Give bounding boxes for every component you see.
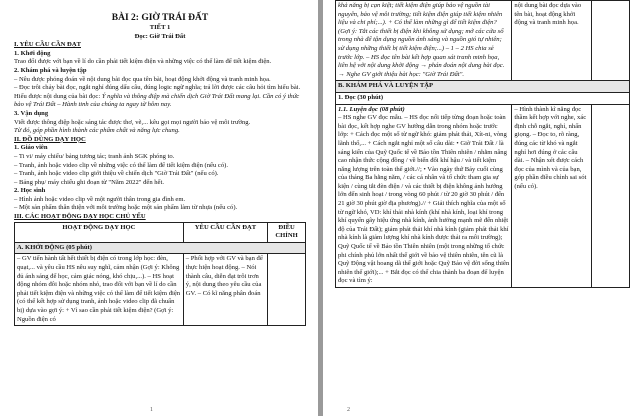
table-cell: nội dung bài đọc dựa vào tên bài, hoạt động khởi động và tranh minh họa. bbox=[512, 1, 591, 81]
table-row bbox=[336, 104, 630, 287]
subsection-van-dung: 3. Vận dụng bbox=[14, 109, 49, 117]
page-number: 2 bbox=[347, 407, 350, 413]
table-subsection-doc: 1. Đọc (30 phút) bbox=[336, 92, 630, 104]
list-item: – Tranh, ảnh hoặc video clip giới thiệu về chiến dịch "Giờ Trái Đất" (nếu có). bbox=[14, 170, 219, 178]
table-cell: – Phối hợp với GV và bạn để thực hiện hoạt động. – Nói thành câu, diễn đạt trôi trơn ý, nội dung theo yêu cầu của GV. – Có kĩ năng phân đoán bbox=[183, 254, 267, 326]
table-row bbox=[336, 81, 630, 93]
subsection-khoi-dong: 1. Khởi động bbox=[14, 49, 51, 57]
table-cell bbox=[336, 104, 512, 287]
subsection-kham-pha: 2. Khám phá và luyện tập bbox=[14, 66, 87, 74]
subsection-hoc-sinh: 2. Học sinh bbox=[14, 187, 46, 195]
table-section-a: A. KHỞI ĐỘNG (05 phút) bbox=[15, 242, 306, 254]
table-header: ĐIỀU CHỈNH bbox=[268, 222, 306, 242]
list-item: – Hình ảnh hoặc video clip về một người thân trong gia đình em. bbox=[14, 195, 186, 203]
page-number: 1 bbox=[150, 407, 153, 413]
section-heading-1: I. YÊU CẦU CẦN ĐẠT bbox=[14, 41, 81, 49]
table-cell: – GV tiến hành tất hết thiết bị điện có trong lớp học: đèn, quạt,... và yêu cầu HS nêu suy nghĩ, cảm nhận (Gợi ý: Không đủ ánh sáng để học, cảm giác nóng, khó chịu,...). – HS hoạt động nhóm đôi hoặc nhóm nhỏ, trao đổi với bạn về lí do cần phải tiết kiệm điện và những việc có thể làm để tiết kiệm điện (có thể kết hợp sử dụng tranh, ảnh hoặc video clip đã chuẩn bị) dựa vào gợi ý: + Vì sao cần phải tiết kiệm điện? (Gợi ý: Nguồn điện có bbox=[15, 254, 184, 326]
list-item: – Một sản phẩm thân thiện với môi trường hoặc một sản phẩm làm từ nhựa (nếu có). bbox=[14, 204, 238, 212]
activity-table bbox=[14, 222, 306, 327]
lesson-title: BÀI 2: GIỜ TRÁI ĐẤT bbox=[111, 13, 209, 23]
paragraph-van-dung: Viết được thông điệp hoặc sáng tác được thơ, vẽ,... kêu gọi mọi người bảo vệ môi trường. bbox=[14, 118, 251, 126]
activity-table-continued bbox=[335, 0, 630, 288]
table-cell bbox=[591, 104, 629, 287]
document-page-1 bbox=[0, 0, 318, 416]
section-heading-2: II. ĐỒ DÙNG DẠY HỌC bbox=[14, 135, 86, 143]
list-item: – Tranh, ảnh hoặc video clip về những việc có thể làm để tiết kiệm điện (nếu có). bbox=[14, 161, 228, 169]
table-cell bbox=[591, 1, 629, 81]
table-cell: khả năng bị cạn kiệt; tiết kiệm điện giúp bảo vệ nguồn tài nguyên, bảo vệ môi trường; tiết kiệm điện giúp tiết kiệm nhiên liệu và chi phí;...). + Có thể làm những gì để tiết kiệm điện? (Gợi ý: Tắt các thiết bị điện khi không sử dụng; mở các cửa sổ trong nhà để tận dụng nguồn ánh sáng và nguồn gió tự nhiên; sử dụng những thiết bị tiết kiệm điện;...) – 1 – 2 HS chia sẻ trước lớp. – HS đọc tên bài kết hợp quan sát tranh minh họa, liên hệ với nội dung khởi động → phán đoán nội dung bài đọc. → Nghe GV giới thiệu bài học: "Giờ Trái Đất". bbox=[336, 1, 512, 81]
document-page-2 bbox=[323, 0, 640, 416]
paragraph-van-dung-italic: Từ đó, góp phần hình thành các phẩm chất và năng lực chung. bbox=[14, 127, 180, 135]
subsection-giao-vien: 1. Giáo viên bbox=[14, 144, 48, 152]
paragraph-khoi-dong: Trao đổi được với bạn về lí do cần phải tiết kiệm điện và những việc có thể làm để tiết kiệm điện. bbox=[14, 58, 272, 66]
lesson-period: TIẾT 1 bbox=[149, 24, 171, 31]
table-row bbox=[15, 242, 306, 254]
table-cell: – Hình thành kĩ năng đọc thầm kết hợp với nghe, xác định chỗ ngắt, nghỉ, nhấn giọng. – Đọc to, rõ ràng, đúng các từ khó và ngắt nghỉ hơi đúng ở các câu dài. – Nhận xét được cách đọc của mình và của bạn, góp phần điều chỉnh sai sót (nếu có). bbox=[512, 104, 591, 287]
table-header: HOẠT ĐỘNG DẠY HỌC bbox=[15, 222, 184, 242]
table-subheading: 1.1. Luyện đọc (08 phút) bbox=[338, 105, 405, 113]
table-row bbox=[336, 1, 630, 81]
table-header-row bbox=[15, 222, 306, 242]
section-heading-3: III. CÁC HOẠT ĐỘNG DẠY HỌC CHỦ YẾU bbox=[14, 213, 146, 221]
paragraph-kham-pha-a: – Nêu được phỏng đoán về nội dung bài đọc qua tên bài, hoạt động khởi động và tranh minh họa. bbox=[14, 75, 271, 83]
table-cell bbox=[268, 254, 306, 326]
table-header: YÊU CẦU CẦN ĐẠT bbox=[183, 222, 267, 242]
lesson-subtitle: Đọc: Giờ Trái Đất bbox=[134, 32, 186, 40]
list-item: – Ti vi/ máy chiếu/ bảng tương tác; tranh ảnh SGK phóng to. bbox=[14, 152, 175, 160]
paragraph-kham-pha-b: – Đọc trôi chảy bài đọc, ngắt nghỉ đúng dấu câu, đúng logic ngữ nghĩa; trả lời được các câu hỏi tìm hiểu bài. Hiểu được nội dung của bài đọc: Ý nghĩa và thông điệp mà chiến dịch Giờ Trái Đất mang lại. Cần có ý thức bảo vệ Trái Đất – Hành tinh của chúng ta ngay từ hôm nay. bbox=[14, 84, 301, 109]
table-cell-text: – HS nghe GV đọc mẫu. – HS đọc nối tiếp từng đoạn hoặc toàn bài đọc, kết hợp nghe GV hướng dẫn trong nhóm hoặc trước lớp: + Cách đọc một số từ ngữ khó: giảm phát thải, Xít-ni, vòng lãnh thổ,... + Cách ngắt nghỉ một số câu dài: • Giờ Trái Đất / là sáng kiến của Quỹ Quốc tế về Bảo tồn Thiên nhiên / nhằm nâng cao nhận thức cộng đồng / về biến đổi khí hậu / và tiết kiệm năng lượng trên toàn thế giới.//; • Vào ngày thứ Bảy cuối cùng của tháng Ba hằng năm, / các cá nhân và tổ chức tham gia sự kiện / cùng tắt đèn điện / và các thiết bị điện không ảnh hưởng lớn đến sinh hoạt / trong vòng 60 phút / từ 20 giờ 30 phút / đến 21 giờ 30 phút giờ địa phương).// + Giải thích nghĩa của một số từ ngữ khó, VD: khí thải nhà kính (khí nhà kính, loại khí trong khí quyển gây hiệu ứng nhà kính, ảnh hưởng mạnh mẽ đến nhiệt độ của Trái Đất); giảm phát thải khí nhà kính (giảm phát thải khí nhà kính là giảm lượng khí nhà kính được thải ra môi trường); Quỹ Quốc tế về Bảo tồn Thiên nhiên (một trong những tổ chức phi chính phủ lớn nhất thế giới về bảo vệ thiên nhiên, tên cũ là Quỹ Động vật hoang dã thế giới hoặc Quỹ Bảo vệ đời sống thiên nhiên thế giới);... + Bắt đọc có thể chia thành ba đoạn để luyện đọc và tìm ý: bbox=[338, 114, 510, 285]
table-section-b: B. KHÁM PHÁ VÀ LUYỆN TẬP bbox=[336, 81, 630, 93]
list-item: – Bảng phụ/ máy chiếu ghi đoạn từ "Năm 2022" đến hết. bbox=[14, 178, 164, 186]
table-row bbox=[15, 254, 306, 326]
table-row bbox=[336, 92, 630, 104]
